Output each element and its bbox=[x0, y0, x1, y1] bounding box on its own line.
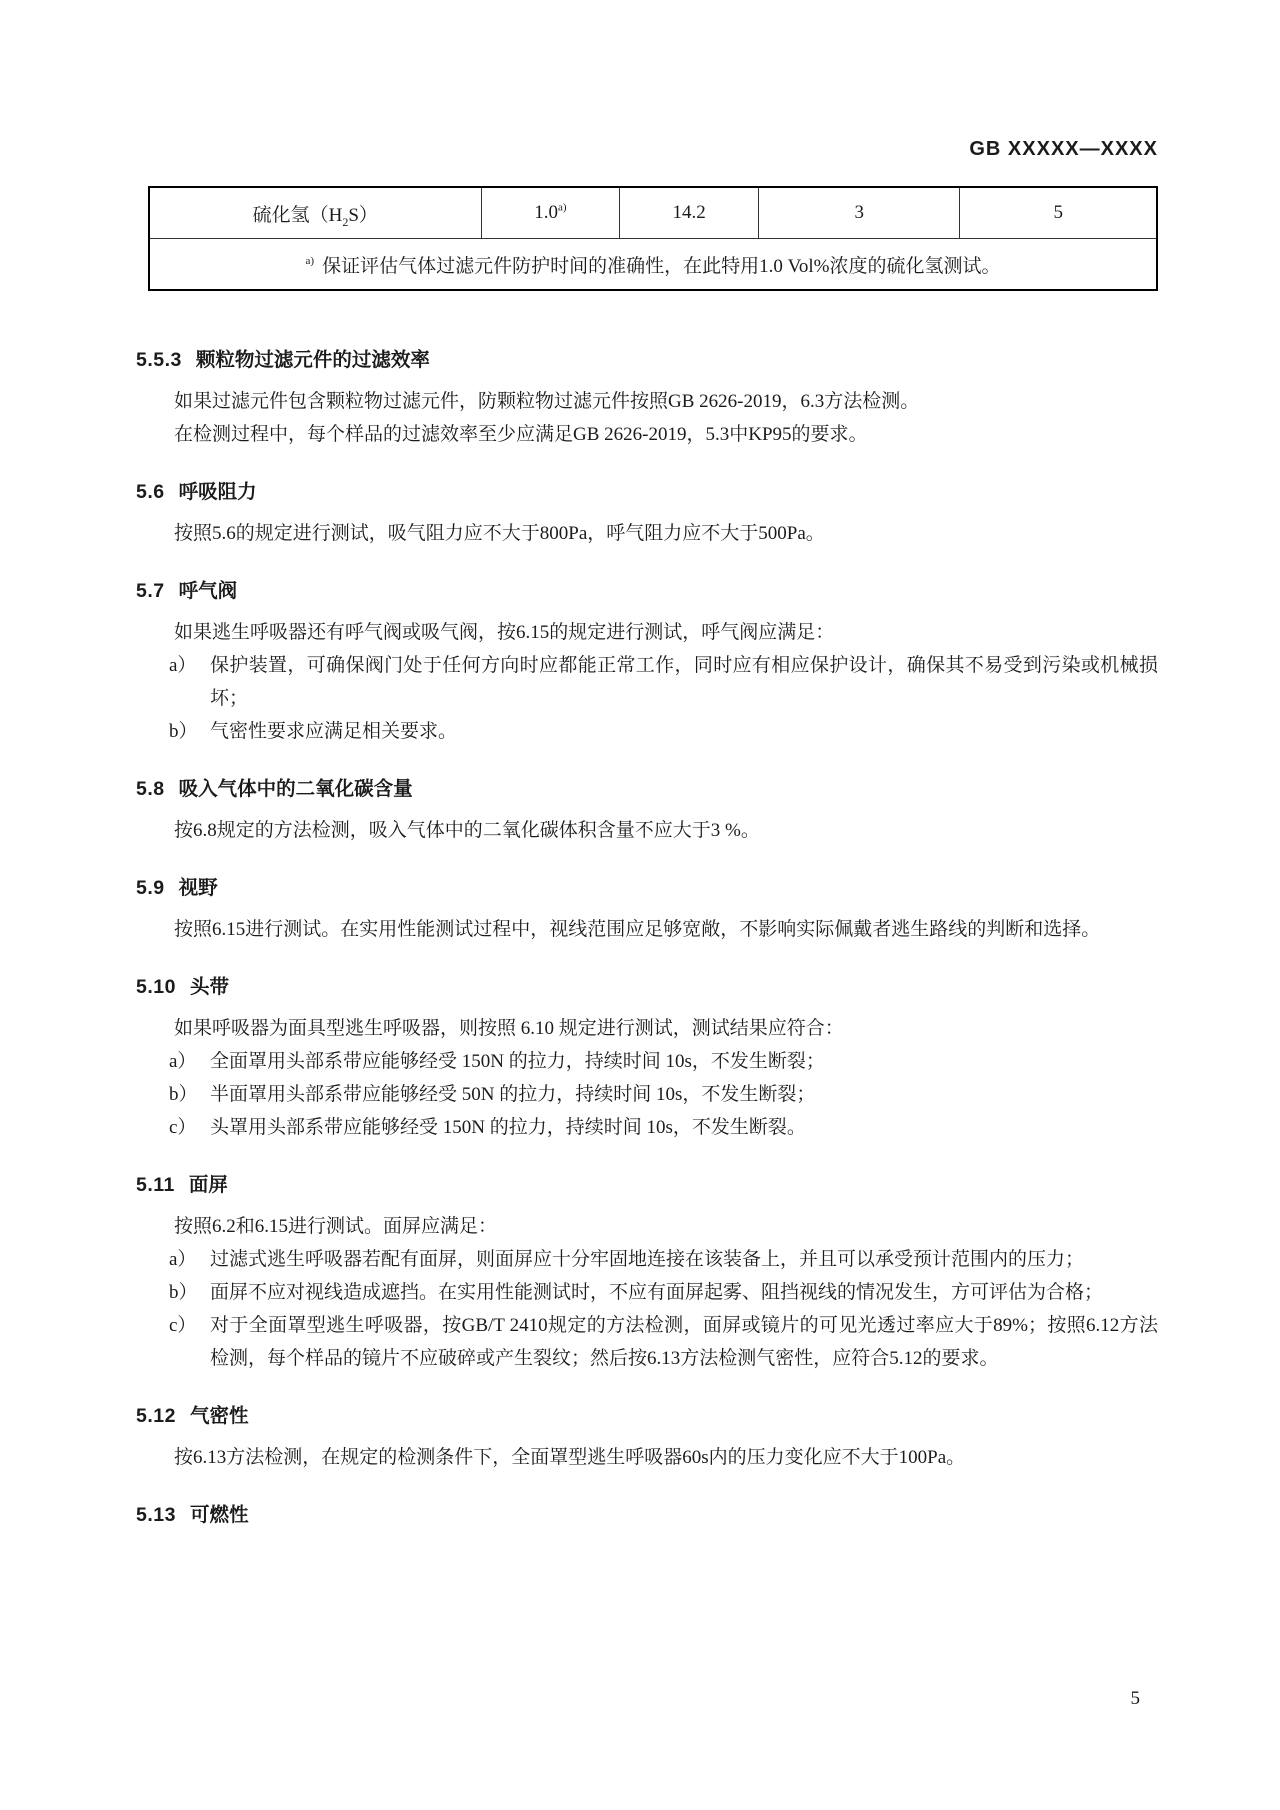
section-heading bbox=[136, 576, 1158, 606]
section-heading bbox=[136, 1401, 1158, 1431]
section-heading bbox=[136, 1170, 1158, 1200]
section-number: 5.8 bbox=[136, 778, 165, 800]
section-heading bbox=[136, 873, 1158, 903]
footnote-reference: a) bbox=[557, 201, 567, 214]
gas-filter-table bbox=[148, 186, 1158, 291]
section-number: 5.10 bbox=[136, 976, 176, 998]
section-5-12 bbox=[136, 1401, 1158, 1474]
list-item bbox=[136, 1111, 1158, 1144]
list-item-label: c） bbox=[169, 1117, 197, 1138]
list-item-text: 保护装置，可确保阀门处于任何方向时应都能正常工作，同时应有相应保护设计，确保其不易受到污染或机械损坏； bbox=[210, 655, 1158, 709]
table-footnote-row bbox=[149, 239, 1157, 291]
section-title: 头带 bbox=[189, 976, 229, 998]
section-title: 面屏 bbox=[188, 1174, 228, 1196]
section-5-8 bbox=[136, 774, 1158, 847]
table-cell-value-4: 5 bbox=[960, 187, 1157, 239]
section-5-11 bbox=[136, 1170, 1158, 1375]
list-item bbox=[136, 1309, 1158, 1375]
table-row bbox=[149, 187, 1157, 239]
substance-name: 硫化氢（H bbox=[252, 204, 343, 226]
substance-name-suffix: S） bbox=[348, 204, 378, 226]
section-5-5-3 bbox=[136, 345, 1158, 451]
concentration-value: 1.0 bbox=[534, 202, 558, 223]
section-5-13 bbox=[136, 1500, 1158, 1530]
list-item-label: a） bbox=[169, 1249, 197, 1270]
paragraph: 如果过滤元件包含颗粒物过滤元件，防颗粒物过滤元件按照GB 2626-2019，6.3方法检测。 bbox=[174, 391, 920, 412]
list-item-text: 对于全面罩型逃生呼吸器，按GB/T 2410规定的方法检测，面屏或镜片的可见光透过率应大于89%；按照6.12方法检测，每个样品的镜片不应破碎或产生裂纹；然后按6.13方法检测气密性，应符合5.12的要求。 bbox=[210, 1315, 1158, 1369]
section-heading bbox=[136, 477, 1158, 507]
paragraph: 如果逃生呼吸器还有呼气阀或吸气阀，按6.15的规定进行测试，呼气阀应满足： bbox=[174, 622, 835, 643]
table-cell-value-2: 14.2 bbox=[620, 187, 759, 239]
list-item bbox=[136, 1045, 1158, 1078]
list-item-label: c） bbox=[169, 1315, 197, 1336]
list-item-label: a） bbox=[169, 1051, 197, 1072]
section-heading bbox=[136, 345, 1158, 375]
section-5-6 bbox=[136, 477, 1158, 550]
list-item-text: 过滤式逃生呼吸器若配有面屏，则面屏应十分牢固地连接在该装备上，并且可以承受预计范围内的压力； bbox=[210, 1249, 1085, 1270]
section-number: 5.12 bbox=[136, 1405, 176, 1427]
section-5-7 bbox=[136, 576, 1158, 748]
doc-code-header: GB XXXXX—XXXX bbox=[969, 138, 1158, 160]
section-title: 可燃性 bbox=[189, 1504, 249, 1526]
list-item-text: 气密性要求应满足相关要求。 bbox=[210, 721, 458, 742]
page-number: 5 bbox=[1130, 1688, 1140, 1709]
section-title: 呼气阀 bbox=[178, 580, 238, 602]
paragraph: 按照6.2和6.15进行测试。面屏应满足： bbox=[174, 1216, 498, 1237]
section-number: 5.7 bbox=[136, 580, 165, 602]
paragraph: 按照6.15进行测试。在实用性能测试过程中，视线范围应足够宽敞，不影响实际佩戴者逃生路线的判断和选择。 bbox=[174, 919, 1101, 940]
list-item-label: a） bbox=[169, 655, 197, 676]
paragraph: 在检测过程中，每个样品的过滤效率至少应满足GB 2626-2019，5.3中KP95的要求。 bbox=[174, 424, 868, 445]
section-5-9 bbox=[136, 873, 1158, 946]
paragraph: 按照5.6的规定进行测试，吸气阻力应不大于800Pa，呼气阻力应不大于500Pa。 bbox=[174, 523, 825, 544]
paragraph: 按6.8规定的方法检测，吸入气体中的二氧化碳体积含量不应大于3 %。 bbox=[174, 820, 760, 841]
list-item bbox=[136, 1078, 1158, 1111]
section-5-10 bbox=[136, 972, 1158, 1144]
list-item-label: b） bbox=[169, 1282, 198, 1303]
section-number: 5.13 bbox=[136, 1504, 176, 1526]
section-number: 5.5.3 bbox=[136, 349, 182, 371]
list-item-text: 面屏不应对视线造成遮挡。在实用性能测试时，不应有面屏起雾、阻挡视线的情况发生，方可评估为合格； bbox=[210, 1282, 1104, 1303]
list-item-label: b） bbox=[169, 1084, 198, 1105]
section-heading bbox=[136, 774, 1158, 804]
section-number: 5.11 bbox=[136, 1174, 175, 1196]
table-footnote-cell bbox=[149, 239, 1157, 291]
section-title: 呼吸阻力 bbox=[178, 481, 257, 503]
paragraph: 按6.13方法检测，在规定的检测条件下，全面罩型逃生呼吸器60s内的压力变化应不大于100Pa。 bbox=[174, 1447, 966, 1468]
section-number: 5.6 bbox=[136, 481, 165, 503]
list-item bbox=[136, 1276, 1158, 1309]
list-item bbox=[136, 1243, 1158, 1276]
substance-subscript: 2 bbox=[342, 214, 349, 229]
list-item bbox=[136, 649, 1158, 715]
table-cell-substance bbox=[149, 187, 481, 239]
section-title: 吸入气体中的二氧化碳含量 bbox=[178, 778, 413, 800]
footnote-text: 保证评估气体过滤元件防护时间的准确性，在此特用1.0 Vol%浓度的硫化氢测试。 bbox=[322, 255, 1001, 277]
paragraph: 如果呼吸器为面具型逃生呼吸器，则按照 6.10 规定进行测试，测试结果应符合： bbox=[174, 1018, 844, 1039]
section-title: 气密性 bbox=[189, 1405, 249, 1427]
list-item-text: 半面罩用头部系带应能够经受 50N 的拉力，持续时间 10s，不发生断裂； bbox=[210, 1084, 816, 1105]
section-heading bbox=[136, 972, 1158, 1002]
table-cell-concentration bbox=[481, 187, 620, 239]
section-title: 颗粒物过滤元件的过滤效率 bbox=[195, 349, 430, 371]
section-number: 5.9 bbox=[136, 877, 165, 899]
list-item-label: b） bbox=[169, 721, 198, 742]
list-item-text: 头罩用头部系带应能够经受 150N 的拉力，持续时间 10s，不发生断裂。 bbox=[210, 1117, 806, 1138]
footnote-marker: a) bbox=[305, 255, 315, 268]
table-cell-value-3: 3 bbox=[759, 187, 960, 239]
list-item-text: 全面罩用头部系带应能够经受 150N 的拉力，持续时间 10s，不发生断裂； bbox=[210, 1051, 825, 1072]
list-item bbox=[136, 715, 1158, 748]
section-title: 视野 bbox=[178, 877, 218, 899]
section-heading bbox=[136, 1500, 1158, 1530]
